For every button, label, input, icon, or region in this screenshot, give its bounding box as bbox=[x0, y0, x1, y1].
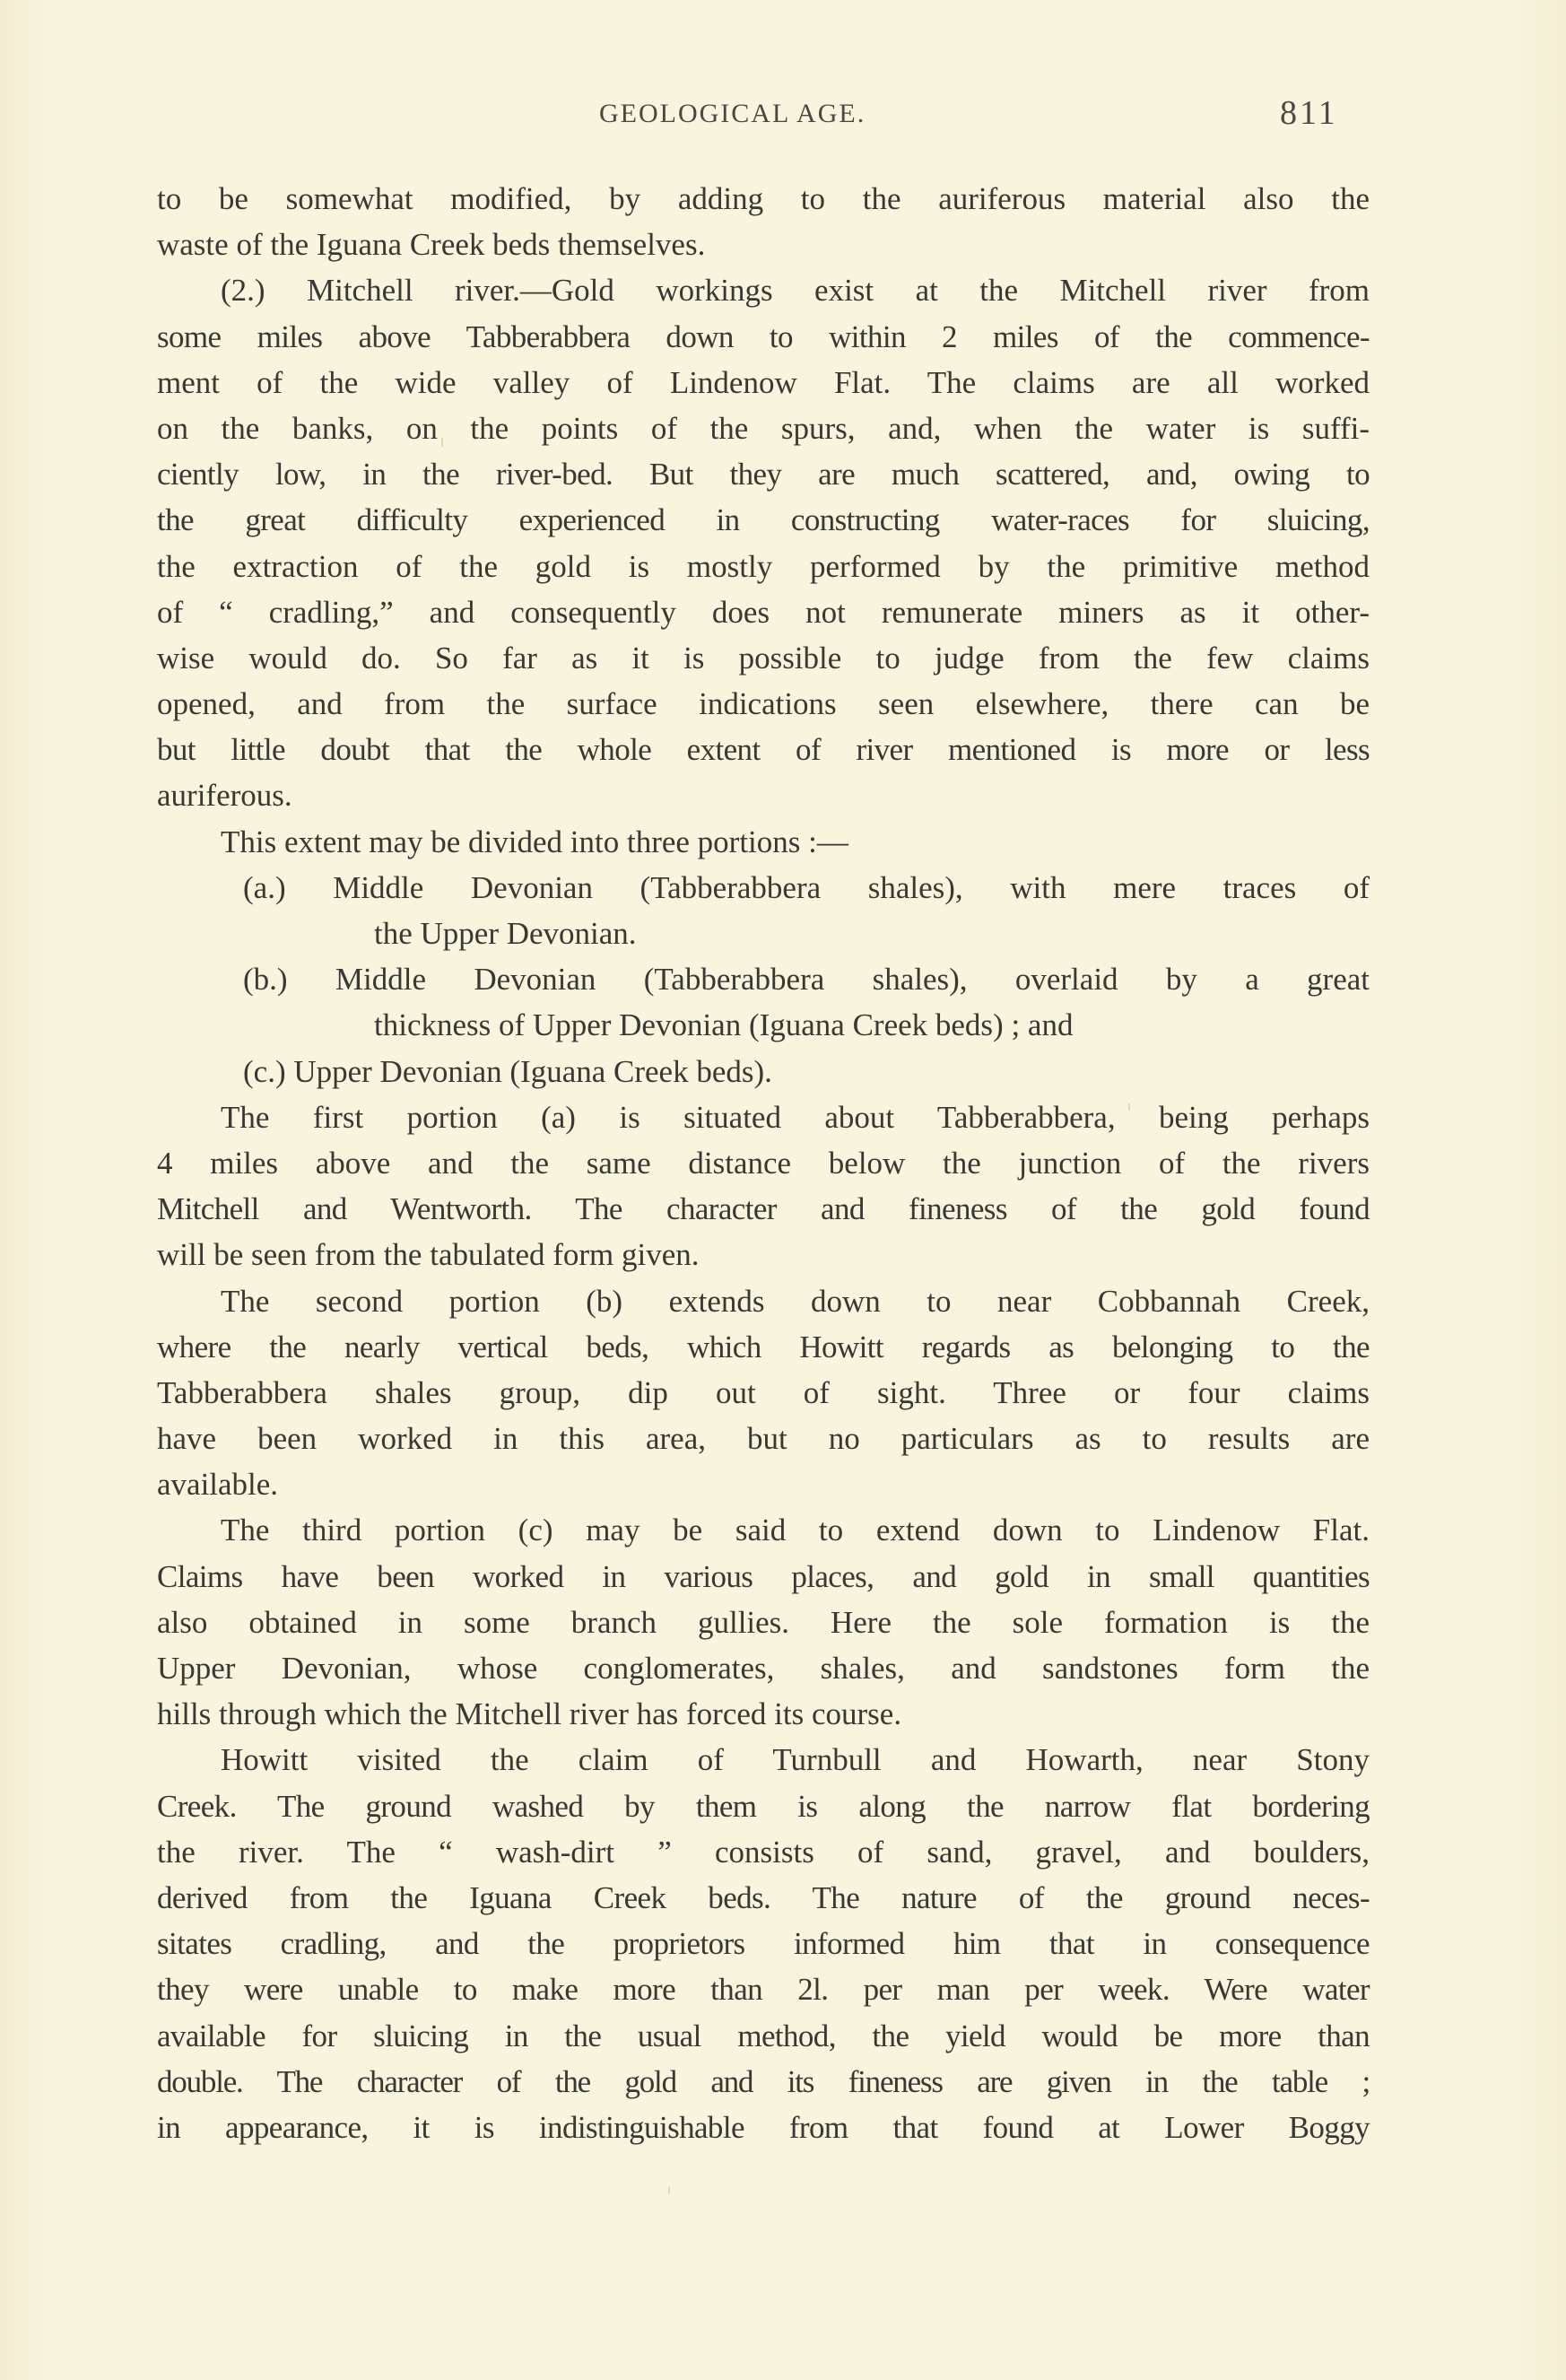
text-line: Tabberabbera shales group, dip out of sight. Three or four claims bbox=[157, 1374, 1370, 1410]
paragraph-start-line: This extent may be divided into three portions :— bbox=[221, 824, 848, 859]
text-line: the extraction of the gold is mostly performed by the primitive method bbox=[157, 548, 1370, 584]
text-line: hills through which the Mitchell river has forced its course. bbox=[157, 1696, 902, 1732]
scan-speck bbox=[1128, 1103, 1130, 1111]
page-number: 811 bbox=[1280, 94, 1338, 132]
text-line: waste of the Iguana Creek beds themselves. bbox=[157, 227, 706, 263]
list-item-c: (c.) Upper Devonian (Iguana Creek beds). bbox=[243, 1053, 772, 1089]
text-line: will be seen from the tabulated form given. bbox=[157, 1237, 700, 1273]
list-item-a-continuation: the Upper Devonian. bbox=[374, 916, 637, 951]
text-line: to be somewhat modified, by adding to the auriferous material also the bbox=[157, 181, 1370, 216]
text-line: auriferous. bbox=[157, 778, 292, 814]
list-item-b-continuation: thickness of Upper Devonian (Iguana Creek beds) ; and bbox=[374, 1007, 1074, 1043]
body-text bbox=[157, 176, 1370, 2150]
paragraph-start-line: The first portion (a) is situated about Tabberabbera, being perhaps bbox=[221, 1099, 1370, 1135]
list-item-b: (b.) Middle Devonian (Tabberabbera shales), overlaid by a great bbox=[243, 962, 1370, 998]
text-line: opened, and from the surface indications seen elsewhere, there can be bbox=[157, 686, 1370, 722]
scan-speck bbox=[668, 2187, 670, 2194]
text-line: derived from the Iguana Creek beds. The nature of the ground neces- bbox=[157, 1879, 1370, 1915]
text-line: where the nearly vertical beds, which Howitt regards as belonging to the bbox=[157, 1329, 1370, 1364]
text-line: ciently low, in the river-bed. But they are much scattered, and, owing to bbox=[157, 457, 1370, 493]
text-line: Creek. The ground washed by them is along the narrow flat bordering bbox=[157, 1788, 1370, 1824]
text-line: in appearance, it is indistinguishable from that found at Lower Boggy bbox=[157, 2109, 1370, 2145]
text-line: have been worked in this area, but no particulars as to results are bbox=[157, 1421, 1370, 1457]
paragraph-start-line: (2.) Mitchell river.—Gold workings exist at the Mitchell river from bbox=[221, 273, 1370, 309]
text-line: they were unable to make more than 2l. per man per week. Were water bbox=[157, 1972, 1370, 2008]
text-line: wise would do. So far as it is possible to judge from the few claims bbox=[157, 640, 1370, 676]
text-line: some miles above Tabberabbera down to within 2 miles of the commence- bbox=[157, 318, 1370, 354]
paragraph-start-line: Howitt visited the claim of Turnbull and Howarth, near Stony bbox=[221, 1742, 1370, 1778]
text-line: available. bbox=[157, 1467, 279, 1503]
running-title: GEOLOGICAL AGE. bbox=[599, 99, 866, 128]
text-line: Upper Devonian, whose conglomerates, shales, and sandstones form the bbox=[157, 1651, 1370, 1686]
text-line: 4 miles above and the same distance below the junction of the rivers bbox=[157, 1145, 1370, 1181]
text-line: Mitchell and Wentworth. The character and fineness of the gold found bbox=[157, 1191, 1370, 1227]
text-line: sitates cradling, and the proprietors informed him that in consequence bbox=[157, 1926, 1370, 1962]
text-line: the river. The “ wash-dirt ” consists of sand, gravel, and boulders, bbox=[157, 1834, 1370, 1870]
scan-speck bbox=[441, 438, 443, 447]
text-line: on the banks, on the points of the spurs, and, when the water is suffi- bbox=[157, 410, 1370, 446]
paragraph-start-line: The second portion (b) extends down to near Cobbannah Creek, bbox=[221, 1283, 1370, 1319]
text-line: available for sluicing in the usual method, the yield would be more than bbox=[157, 2018, 1370, 2053]
text-line: ment of the wide valley of Lindenow Flat. The claims are all worked bbox=[157, 364, 1370, 400]
list-item-a: (a.) Middle Devonian (Tabberabbera shales), with mere traces of bbox=[243, 869, 1370, 905]
text-line: also obtained in some branch gullies. Here the sole formation is the bbox=[157, 1604, 1370, 1640]
running-head bbox=[0, 93, 1566, 138]
paragraph-start-line: The third portion (c) may be said to extend down to Lindenow Flat. bbox=[221, 1513, 1370, 1548]
text-line: Claims have been worked in various places, and gold in small quantities bbox=[157, 1558, 1370, 1594]
text-line: double. The character of the gold and its fineness are given in the table ; bbox=[157, 2063, 1370, 2099]
text-line: of “ cradling,” and consequently does not remunerate miners as it other- bbox=[157, 594, 1370, 630]
text-line: the great difficulty experienced in constructing water-races for sluicing, bbox=[157, 502, 1370, 538]
text-line: but little doubt that the whole extent of river mentioned is more or less bbox=[157, 732, 1370, 768]
